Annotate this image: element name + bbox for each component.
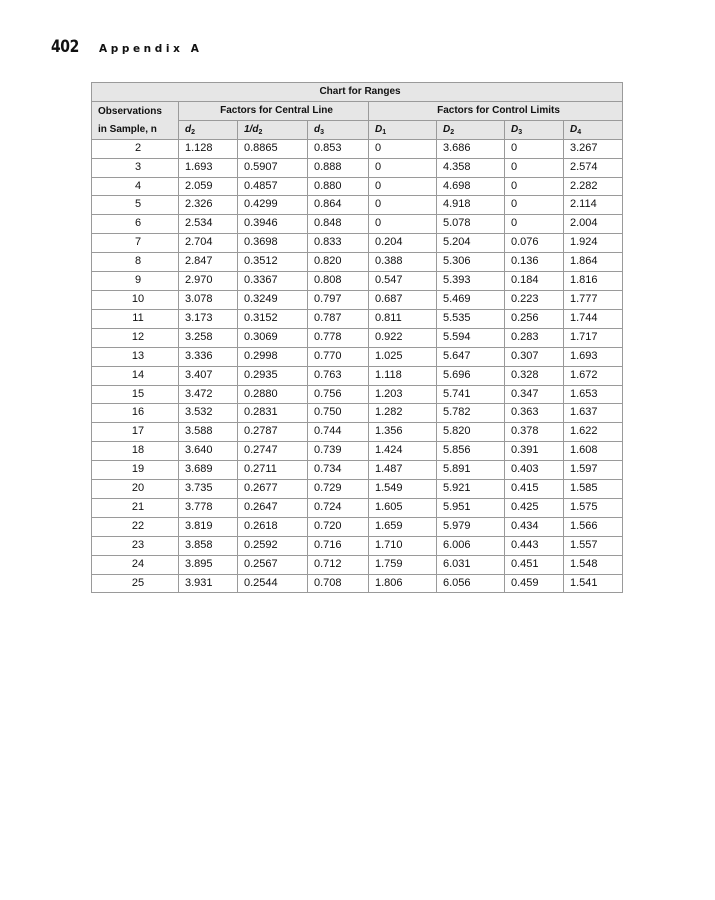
- symbol-subscript: 2: [191, 128, 196, 136]
- observations-header: [92, 101, 179, 139]
- factor-cell: 0.744: [308, 423, 369, 442]
- factor-cell: 0.864: [308, 196, 369, 215]
- factor-cell: 5.741: [437, 385, 505, 404]
- table-row: [92, 423, 623, 442]
- factor-cell: 2.534: [179, 215, 238, 234]
- factor-cell: 0.739: [308, 442, 369, 461]
- sample-size-cell: 9: [92, 272, 179, 291]
- symbol-base: D: [570, 123, 578, 135]
- table-row: [92, 290, 623, 309]
- factor-cell: 1.605: [369, 498, 437, 517]
- table-row: [92, 404, 623, 423]
- factor-cell: 5.078: [437, 215, 505, 234]
- factor-cell: 0.363: [505, 404, 564, 423]
- factor-cell: 2.704: [179, 234, 238, 253]
- factor-cell: 0.378: [505, 423, 564, 442]
- factor-cell: 3.858: [179, 536, 238, 555]
- table-row: [92, 196, 623, 215]
- factor-cell: 0.797: [308, 290, 369, 309]
- factor-cell: 3.258: [179, 328, 238, 347]
- factor-cell: 3.735: [179, 480, 238, 499]
- factor-cell: 3.267: [564, 139, 623, 158]
- factor-cell: 0.770: [308, 347, 369, 366]
- column-header-d2: [179, 120, 238, 139]
- factor-cell: 0: [505, 196, 564, 215]
- symbol-base: 1/d: [244, 123, 259, 135]
- factor-cell: 5.393: [437, 272, 505, 291]
- factor-cell: 0.204: [369, 234, 437, 253]
- table-row: [92, 139, 623, 158]
- sample-size-cell: 24: [92, 555, 179, 574]
- factor-cell: 2.326: [179, 196, 238, 215]
- factor-cell: 0.4299: [238, 196, 308, 215]
- factor-cell: 0.853: [308, 139, 369, 158]
- factor-cell: 5.782: [437, 404, 505, 423]
- factor-cell: 0.2935: [238, 366, 308, 385]
- factor-cell: 0.403: [505, 461, 564, 480]
- table-row: [92, 158, 623, 177]
- factor-cell: 0: [505, 139, 564, 158]
- factor-cell: 0.3069: [238, 328, 308, 347]
- factor-cell: 1.608: [564, 442, 623, 461]
- factor-cell: 1.025: [369, 347, 437, 366]
- factor-cell: 2.004: [564, 215, 623, 234]
- running-head: Appendix A: [99, 43, 203, 55]
- factor-cell: 0.283: [505, 328, 564, 347]
- factor-cell: 1.597: [564, 461, 623, 480]
- factor-cell: 1.557: [564, 536, 623, 555]
- factor-cell: 0.687: [369, 290, 437, 309]
- factor-cell: 0.388: [369, 253, 437, 272]
- page-header: [51, 37, 202, 57]
- factor-cell: 1.864: [564, 253, 623, 272]
- factor-cell: 0.2647: [238, 498, 308, 517]
- factor-cell: 3.173: [179, 309, 238, 328]
- table-row: [92, 498, 623, 517]
- factor-cell: 0.3946: [238, 215, 308, 234]
- column-header-inv-d2: [238, 120, 308, 139]
- factor-cell: 6.056: [437, 574, 505, 593]
- factor-cell: 1.924: [564, 234, 623, 253]
- symbol-subscript: 3: [320, 128, 325, 136]
- factor-cell: 0.750: [308, 404, 369, 423]
- factor-cell: 0.756: [308, 385, 369, 404]
- symbol-subscript: 2: [258, 128, 263, 136]
- factor-cell: 5.951: [437, 498, 505, 517]
- symbol-subscript: 4: [577, 128, 582, 136]
- factor-cell: 1.487: [369, 461, 437, 480]
- factor-cell: 0.2677: [238, 480, 308, 499]
- factor-cell: 3.472: [179, 385, 238, 404]
- symbol-base: D: [443, 123, 451, 135]
- factor-cell: 3.778: [179, 498, 238, 517]
- factor-cell: 0: [369, 215, 437, 234]
- factor-cell: 0.2831: [238, 404, 308, 423]
- factor-cell: 0: [505, 215, 564, 234]
- factor-cell: 0.2747: [238, 442, 308, 461]
- factor-cell: 0.2787: [238, 423, 308, 442]
- factor-cell: 0: [369, 158, 437, 177]
- factor-cell: 1.118: [369, 366, 437, 385]
- factor-cell: 0: [369, 177, 437, 196]
- factor-cell: 0.808: [308, 272, 369, 291]
- factor-cell: 0.307: [505, 347, 564, 366]
- factor-cell: 3.336: [179, 347, 238, 366]
- factor-cell: 0.811: [369, 309, 437, 328]
- sample-size-cell: 16: [92, 404, 179, 423]
- sample-size-cell: 10: [92, 290, 179, 309]
- sample-size-cell: 5: [92, 196, 179, 215]
- factor-cell: 2.059: [179, 177, 238, 196]
- chart-for-ranges-table: [91, 82, 623, 593]
- table-row: [92, 328, 623, 347]
- sample-size-cell: 11: [92, 309, 179, 328]
- factor-cell: 5.306: [437, 253, 505, 272]
- sample-size-cell: 22: [92, 517, 179, 536]
- control-limits-group-header: Factors for Control Limits: [369, 101, 623, 120]
- symbol-base: D: [375, 123, 383, 135]
- table-row: [92, 309, 623, 328]
- factor-cell: 2.970: [179, 272, 238, 291]
- factor-cell: 5.469: [437, 290, 505, 309]
- column-header-D3: [505, 120, 564, 139]
- factor-cell: 0.136: [505, 253, 564, 272]
- factor-cell: 3.078: [179, 290, 238, 309]
- factor-cell: 1.759: [369, 555, 437, 574]
- factor-cell: 0.880: [308, 177, 369, 196]
- sample-size-cell: 14: [92, 366, 179, 385]
- sample-size-cell: 2: [92, 139, 179, 158]
- factor-cell: 4.698: [437, 177, 505, 196]
- factor-cell: 5.979: [437, 517, 505, 536]
- table-row: [92, 272, 623, 291]
- factor-cell: 1.653: [564, 385, 623, 404]
- table-row: [92, 555, 623, 574]
- factor-cell: 0.763: [308, 366, 369, 385]
- factor-cell: 3.640: [179, 442, 238, 461]
- factor-cell: 0.3367: [238, 272, 308, 291]
- factor-cell: 3.532: [179, 404, 238, 423]
- factor-cell: 0.184: [505, 272, 564, 291]
- sample-size-cell: 23: [92, 536, 179, 555]
- column-header-D2: [437, 120, 505, 139]
- factor-cell: 1.548: [564, 555, 623, 574]
- factor-cell: 0.4857: [238, 177, 308, 196]
- symbol-base: D: [511, 123, 519, 135]
- factor-cell: 5.696: [437, 366, 505, 385]
- table-row: [92, 461, 623, 480]
- factor-cell: 5.647: [437, 347, 505, 366]
- factor-cell: 1.575: [564, 498, 623, 517]
- table-row: [92, 480, 623, 499]
- factor-cell: 3.689: [179, 461, 238, 480]
- factor-cell: 3.686: [437, 139, 505, 158]
- factor-cell: 0.922: [369, 328, 437, 347]
- factor-cell: 0.347: [505, 385, 564, 404]
- factor-cell: 2.574: [564, 158, 623, 177]
- factor-cell: 0.2880: [238, 385, 308, 404]
- factor-cell: 2.114: [564, 196, 623, 215]
- sample-size-cell: 15: [92, 385, 179, 404]
- factor-cell: 1.816: [564, 272, 623, 291]
- observations-label-line2: in Sample, n: [98, 123, 157, 135]
- factor-cell: 0.778: [308, 328, 369, 347]
- table-row: [92, 177, 623, 196]
- factor-cell: 0.2998: [238, 347, 308, 366]
- factor-cell: 1.637: [564, 404, 623, 423]
- sample-size-cell: 4: [92, 177, 179, 196]
- factor-cell: 0.716: [308, 536, 369, 555]
- factor-cell: 0.833: [308, 234, 369, 253]
- sample-size-cell: 3: [92, 158, 179, 177]
- factor-cell: 0.443: [505, 536, 564, 555]
- factor-cell: 0.451: [505, 555, 564, 574]
- factor-cell: 0: [505, 177, 564, 196]
- factor-cell: 0.8865: [238, 139, 308, 158]
- factor-cell: 0.434: [505, 517, 564, 536]
- factor-cell: 1.424: [369, 442, 437, 461]
- observations-label-line1: Observations: [98, 105, 162, 117]
- factor-cell: 0.712: [308, 555, 369, 574]
- table-row: [92, 347, 623, 366]
- factor-cell: 0.076: [505, 234, 564, 253]
- factor-cell: 1.282: [369, 404, 437, 423]
- factor-cell: 1.672: [564, 366, 623, 385]
- table-row: [92, 574, 623, 593]
- table-title: Chart for Ranges: [92, 83, 623, 102]
- sample-size-cell: 12: [92, 328, 179, 347]
- factor-cell: 0: [369, 139, 437, 158]
- factor-cell: 3.588: [179, 423, 238, 442]
- factor-cell: 4.918: [437, 196, 505, 215]
- factor-cell: 1.566: [564, 517, 623, 536]
- factor-cell: 6.006: [437, 536, 505, 555]
- table-row: [92, 215, 623, 234]
- factor-cell: 6.031: [437, 555, 505, 574]
- symbol-subscript: 3: [518, 128, 523, 136]
- factor-cell: 0.425: [505, 498, 564, 517]
- factor-cell: 2.282: [564, 177, 623, 196]
- factor-cell: 1.549: [369, 480, 437, 499]
- column-header-D4: [564, 120, 623, 139]
- factor-cell: 0.729: [308, 480, 369, 499]
- sample-size-cell: 21: [92, 498, 179, 517]
- factor-cell: 5.891: [437, 461, 505, 480]
- factor-cell: 0.2567: [238, 555, 308, 574]
- factor-cell: 1.356: [369, 423, 437, 442]
- sample-size-cell: 20: [92, 480, 179, 499]
- factor-cell: 1.659: [369, 517, 437, 536]
- factor-cell: 0.547: [369, 272, 437, 291]
- factor-cell: 1.710: [369, 536, 437, 555]
- factor-cell: 1.585: [564, 480, 623, 499]
- factor-cell: 1.806: [369, 574, 437, 593]
- factor-cell: 0.391: [505, 442, 564, 461]
- table-body: [92, 139, 623, 593]
- factor-cell: 0.328: [505, 366, 564, 385]
- table-row: [92, 234, 623, 253]
- factor-cell: 1.693: [179, 158, 238, 177]
- factor-cell: 0.3698: [238, 234, 308, 253]
- sample-size-cell: 13: [92, 347, 179, 366]
- factor-cell: 0: [369, 196, 437, 215]
- factor-cell: 0.708: [308, 574, 369, 593]
- symbol-base: d: [185, 123, 192, 135]
- factor-cell: 5.921: [437, 480, 505, 499]
- factor-cell: 1.693: [564, 347, 623, 366]
- table-row: [92, 385, 623, 404]
- sample-size-cell: 19: [92, 461, 179, 480]
- table-row: [92, 253, 623, 272]
- factor-cell: 0.734: [308, 461, 369, 480]
- factor-cell: 0.2544: [238, 574, 308, 593]
- sample-size-cell: 6: [92, 215, 179, 234]
- factor-cell: 0.3512: [238, 253, 308, 272]
- factor-cell: 0.223: [505, 290, 564, 309]
- factor-cell: 0.820: [308, 253, 369, 272]
- sample-size-cell: 8: [92, 253, 179, 272]
- factor-cell: 5.535: [437, 309, 505, 328]
- factor-cell: 1.541: [564, 574, 623, 593]
- sample-size-cell: 17: [92, 423, 179, 442]
- factor-cell: 3.931: [179, 574, 238, 593]
- table-row: [92, 442, 623, 461]
- factor-cell: 0.5907: [238, 158, 308, 177]
- factor-cell: 5.820: [437, 423, 505, 442]
- factor-cell: 1.622: [564, 423, 623, 442]
- factor-cell: 4.358: [437, 158, 505, 177]
- factor-cell: 1.128: [179, 139, 238, 158]
- factor-cell: 0.3249: [238, 290, 308, 309]
- factor-cell: 0.2592: [238, 536, 308, 555]
- symbol-base: d: [314, 123, 321, 135]
- factor-cell: 5.204: [437, 234, 505, 253]
- factor-cell: 0.459: [505, 574, 564, 593]
- factor-cell: 0.2618: [238, 517, 308, 536]
- factor-cell: 0.720: [308, 517, 369, 536]
- factor-cell: 1.717: [564, 328, 623, 347]
- table-row: [92, 536, 623, 555]
- factor-cell: 3.407: [179, 366, 238, 385]
- factor-cell: 0.848: [308, 215, 369, 234]
- factor-cell: 0.256: [505, 309, 564, 328]
- factor-cell: 0.787: [308, 309, 369, 328]
- symbol-subscript: 2: [450, 128, 455, 136]
- factor-cell: 5.856: [437, 442, 505, 461]
- column-header-d3: [308, 120, 369, 139]
- factor-cell: 0.3152: [238, 309, 308, 328]
- sample-size-cell: 18: [92, 442, 179, 461]
- column-header-D1: [369, 120, 437, 139]
- factor-cell: 1.777: [564, 290, 623, 309]
- symbol-subscript: 1: [382, 128, 387, 136]
- factor-cell: 0.2711: [238, 461, 308, 480]
- factor-cell: 3.819: [179, 517, 238, 536]
- factor-cell: 1.744: [564, 309, 623, 328]
- factor-cell: 0: [505, 158, 564, 177]
- table-row: [92, 517, 623, 536]
- factor-cell: 3.895: [179, 555, 238, 574]
- factor-cell: 0.724: [308, 498, 369, 517]
- table-row: [92, 366, 623, 385]
- factor-cell: 2.847: [179, 253, 238, 272]
- factor-cell: 5.594: [437, 328, 505, 347]
- sample-size-cell: 25: [92, 574, 179, 593]
- factor-cell: 1.203: [369, 385, 437, 404]
- central-line-group-header: Factors for Central Line: [179, 101, 369, 120]
- sample-size-cell: 7: [92, 234, 179, 253]
- page-number: 402: [51, 37, 79, 57]
- factor-cell: 0.415: [505, 480, 564, 499]
- factor-cell: 0.888: [308, 158, 369, 177]
